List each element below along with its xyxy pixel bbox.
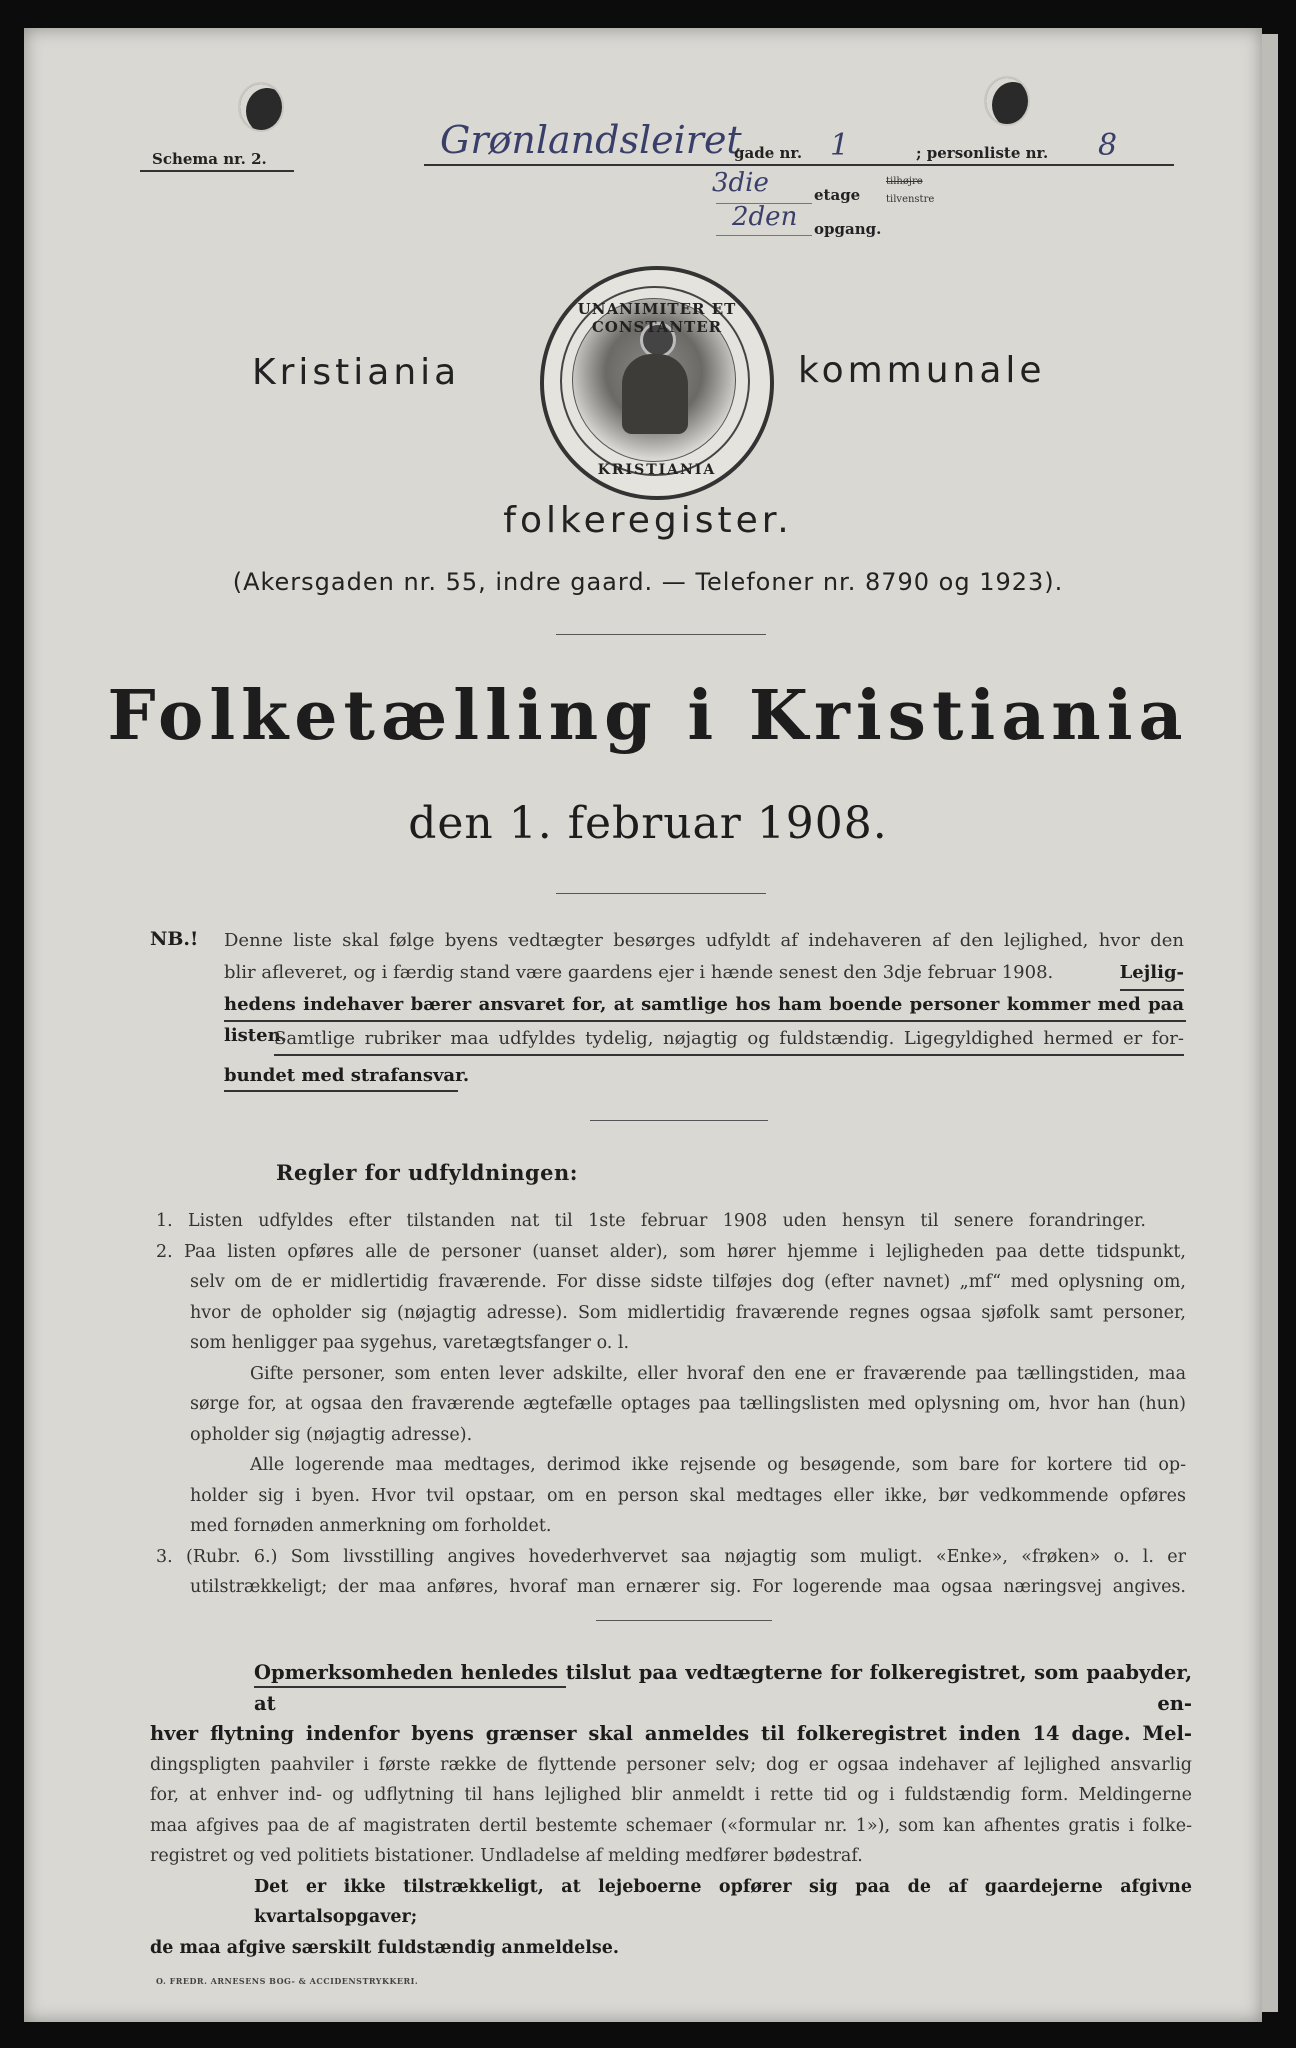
notice-line-4: for, at enhver ind- og udflytning til hans lejlighed blir anmeldt i rette tid og i fuldstændig form. Meldingerne [150,1785,1192,1805]
notice-heading-underline [254,1686,566,1688]
rule-3-line-2: utilstrækkeligt; der maa anføres, hvoraf man ernærer sig. For logerende maa ogsaa næringsvej angives. [190,1577,1186,1597]
nb-line-2-text: blir afleveret, og i færdig stand være gaardens ejer i hænde senest den 3dje februar 1908. [224,962,1054,983]
opgang-value: 2den [732,202,798,232]
rule-3-line-1: 3. (Rubr. 6.) Som livsstilling angives hovederhvervet saa nøjagtig som muligt. «Enke», «frøken» o. l. er [156,1546,1186,1567]
rule-2-gifte-line-2: sørge for, at ogsaa den fraværende ægtefælle optages paa tællingslisten med oplysning om, hvor han (hun) [190,1394,1186,1414]
personliste-label: ; personliste nr. [916,144,1049,162]
gade-value: 1 [830,128,850,163]
rule-2-line-2: selv om de er midlertidig fraværende. For disse sidste tilføjes dog (efter navnet) „mf“ med oplysning om, [190,1272,1186,1292]
office-left: Kristiania [252,352,461,393]
street-handwritten: Grønlandsleiret [440,118,742,162]
notice-line-2: hver flytning indenfor byens grænser skal anmeldes til folkeregistret inden 14 dage. Mel- [150,1722,1192,1745]
divider-3 [590,1120,768,1121]
rule-2-alle-line-3: med fornøden anmerkning om forholdet. [190,1516,552,1536]
printer-imprint: O. FREDR. ARNESENS BOG- & ACCIDENSTRYKKERI. [156,1976,419,1986]
nb-line-2-bold: Lejlig- [1120,958,1184,991]
nb-label: NB.! [150,928,199,950]
office-line2: folkeregister. [503,500,793,541]
personliste-value: 8 [1098,128,1118,163]
tilvenstre-label: tilvenstre [886,194,935,205]
divider-4 [596,1620,772,1621]
nb-line-4: Samtlige rubriker maa udfyldes tydelig, nøjagtig og fuldstændig. Ligegyldighed hermed er for- [274,1028,1184,1049]
nb-line-5-underline [224,1090,458,1092]
office-address: (Akersgaden nr. 55, indre gaard. — Telefoner nr. 8790 og 1923). [232,568,1064,596]
nb-line-3-underline [224,1020,1186,1022]
divider-2 [556,893,766,894]
header-underline [424,164,1174,166]
rule-2-alle-line-2: holder sig i byen. Hvor tvil opstaar, om en person skal medtages eller ikke, bør vedkommende opføres [190,1485,1186,1506]
nb-line-2 [224,958,1184,991]
notice-line-1: Opmerksomheden henledes tilslut paa vedtægterne for folkeregistret, som paabyder, at en- [254,1661,1192,1715]
nb-line-5: bundet med strafansvar. [224,1065,470,1086]
etage-value: 3die [712,168,769,198]
gade-label: gade nr. [734,144,803,162]
census-date: den 1. februar 1908. [408,798,888,849]
rules-block [156,1206,1186,1603]
punch-hole-left [240,84,282,130]
seal-saint-figure [622,354,688,434]
rule-2-line-1: 2. Paa listen opføres alle de personer (uanset alder), som hører hjemme i lejligheden paa dette tidspunkt, [156,1241,1186,1262]
punch-hole-right [986,78,1028,124]
nb-line-4-underline [274,1054,1184,1056]
page-title: Folketælling i Kristiania [107,676,1189,756]
etage-label: etage [814,186,861,204]
notice-line-3: dingspligten paahviler i første række de flyttende personer selv; dog er ogsaa indehaver af lejlighed ansvarlig [150,1754,1192,1775]
opgang-underline [716,235,812,236]
rule-2-gifte-line-3: opholder sig (nøjagtig adresse). [190,1424,473,1445]
rule-2-gifte-line-1: Gifte personer, som enten lever adskilte, eller hvoraf den ene er fraværende paa tællingstiden, maa [250,1363,1186,1384]
office-right: kommunale [798,350,1046,391]
notice-block [150,1658,1192,1963]
notice-line-8: de maa afgive særskilt fuldstændig anmeldelse. [150,1937,620,1958]
nb-line-3: hedens indehaver bærer ansvaret for, at samtlige hos ham boende personer kommer med paa listen. [224,994,1184,1046]
notice-line-5: maa afgives paa de af magistraten dertil bestemte schemaer («formular nr. 1»), som kan afhentes gratis i folke- [150,1815,1192,1836]
schema-label: Schema nr. 2. [152,150,267,168]
notice-line-6: registret og ved politiets bistationer. Undladelse af melding medfører bødestraf. [150,1846,863,1866]
rules-heading: Regler for udfyldningen: [276,1160,579,1185]
nb-line-1: Denne liste skal følge byens vedtægter besørges udfyldt af indehaveren af den lejlighed, hvor den [224,930,1184,951]
tilhojre-label: tilhøjre [886,176,923,187]
rule-1: 1. Listen udfyldes efter tilstanden nat til 1ste februar 1908 uden hensyn til senere forandringer. [156,1211,1146,1231]
opgang-label: opgang. [814,220,882,238]
rule-2-line-3: hvor de opholder sig (nøjagtig adresse). Som midlertidig fraværende regnes ogsaa sjøfolk samt personer, [190,1302,1186,1323]
divider-1 [556,634,766,635]
rule-2-alle-line-1: Alle logerende maa medtages, derimod ikke rejsende og besøgende, som bare for kortere tid op- [250,1455,1186,1475]
notice-line-7: Det er ikke tilstrækkeligt, at lejeboerne opfører sig paa de af gaardejerne afgivne kvartalsopgaver; [254,1876,1192,1927]
kristiania-seal [540,266,774,500]
seal-city-name: KRISTIANIA [597,462,717,478]
seal-motto: UNANIMITER ET CONSTANTER [577,300,737,336]
rule-2-line-4: som henligger paa sygehus, varetægtsfanger o. l. [190,1333,630,1353]
schema-underline [140,170,294,172]
